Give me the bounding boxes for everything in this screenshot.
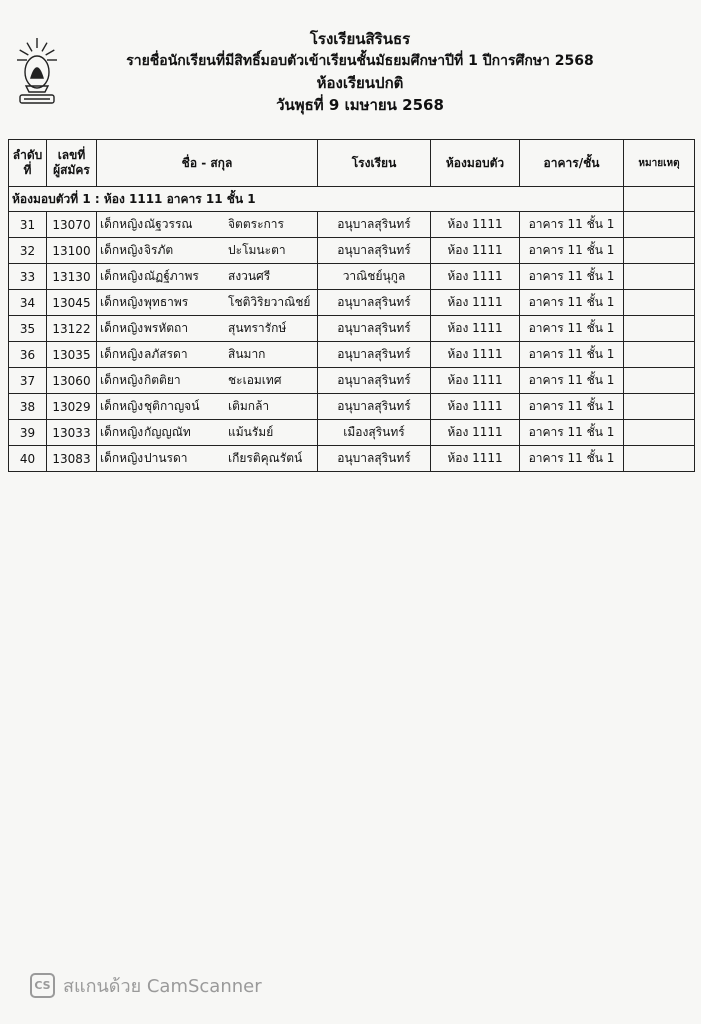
name-prefix: เด็กหญิง bbox=[100, 321, 144, 335]
last-name: ชะเอมเทศ bbox=[228, 373, 282, 387]
name-prefix: เด็กหญิง bbox=[100, 217, 144, 231]
school-crest-icon bbox=[14, 36, 60, 106]
cell-school: อนุบาลสุรินทร์ bbox=[318, 368, 431, 394]
camscanner-icon: CS bbox=[30, 973, 55, 998]
cell-building: อาคาร 11 ชั้น 1 bbox=[520, 420, 624, 446]
table-row bbox=[9, 212, 695, 238]
last-name: ปะโมนะตา bbox=[228, 243, 286, 257]
cell-remark bbox=[624, 394, 695, 420]
table-row bbox=[9, 264, 695, 290]
cell-remark bbox=[624, 316, 695, 342]
cell-room: ห้อง 1111 bbox=[431, 394, 520, 420]
cell-room: ห้อง 1111 bbox=[431, 238, 520, 264]
cell-name bbox=[97, 446, 318, 472]
cell-no: 31 bbox=[9, 212, 47, 238]
cell-building: อาคาร 11 ชั้น 1 bbox=[520, 368, 624, 394]
col-header-school: โรงเรียน bbox=[318, 140, 431, 187]
cell-school: อนุบาลสุรินทร์ bbox=[318, 342, 431, 368]
cell-name bbox=[97, 368, 318, 394]
first-name: ปานรดา bbox=[144, 451, 188, 465]
cell-no: 34 bbox=[9, 290, 47, 316]
cell-no: 37 bbox=[9, 368, 47, 394]
table-row bbox=[9, 420, 695, 446]
first-name: ลภัสรดา bbox=[144, 347, 188, 361]
last-name: สงวนศรี bbox=[228, 269, 271, 283]
cell-name bbox=[97, 238, 318, 264]
cell-no: 40 bbox=[9, 446, 47, 472]
first-name: พรหัตถา bbox=[144, 321, 189, 335]
cell-remark bbox=[624, 446, 695, 472]
cell-no: 36 bbox=[9, 342, 47, 368]
col-header-remark: หมายเหตุ bbox=[624, 140, 695, 187]
cell-school: วาณิชย์นุกูล bbox=[318, 264, 431, 290]
table-row bbox=[9, 394, 695, 420]
cell-remark bbox=[624, 342, 695, 368]
name-prefix: เด็กหญิง bbox=[100, 243, 144, 257]
table-row bbox=[9, 342, 695, 368]
cell-name bbox=[97, 290, 318, 316]
camscanner-text: สแกนด้วย CamScanner bbox=[63, 975, 262, 997]
cell-school: อนุบาลสุรินทร์ bbox=[318, 238, 431, 264]
section-row bbox=[9, 187, 695, 212]
cell-no: 32 bbox=[9, 238, 47, 264]
name-prefix: เด็กหญิง bbox=[100, 399, 144, 413]
col-header-name: ชื่อ - สกุล bbox=[97, 140, 318, 187]
cell-remark bbox=[624, 290, 695, 316]
first-name: กิตติยา bbox=[144, 373, 181, 387]
first-name: พุทธาพร bbox=[144, 295, 189, 309]
table-row bbox=[9, 446, 695, 472]
last-name: เติมกล้า bbox=[228, 399, 270, 413]
cell-applicant-no: 13130 bbox=[47, 264, 97, 290]
cell-name bbox=[97, 316, 318, 342]
cell-building: อาคาร 11 ชั้น 1 bbox=[520, 238, 624, 264]
cell-applicant-no: 13100 bbox=[47, 238, 97, 264]
cell-name bbox=[97, 264, 318, 290]
cell-school: อนุบาลสุรินทร์ bbox=[318, 290, 431, 316]
cell-name bbox=[97, 342, 318, 368]
cell-applicant-no: 13029 bbox=[47, 394, 97, 420]
first-name: ณัฏฐ์ภาพร bbox=[144, 269, 199, 283]
first-name: กัญญณัท bbox=[144, 425, 191, 439]
table-row bbox=[9, 368, 695, 394]
cell-no: 39 bbox=[9, 420, 47, 446]
name-prefix: เด็กหญิง bbox=[100, 269, 144, 283]
cell-applicant-no: 13045 bbox=[47, 290, 97, 316]
last-name: โชติวิริยวาณิชย์ bbox=[228, 295, 311, 309]
cell-school: อนุบาลสุรินทร์ bbox=[318, 394, 431, 420]
last-name: แม้นรัมย์ bbox=[228, 425, 274, 439]
cell-building: อาคาร 11 ชั้น 1 bbox=[520, 342, 624, 368]
section-label: ห้องมอบตัวที่ 1 : ห้อง 1111 อาคาร 11 ชั้น 1 bbox=[9, 187, 624, 212]
date-label: วันพุธที่ 9 เมษายน 2568 bbox=[276, 96, 444, 114]
cell-building: อาคาร 11 ชั้น 1 bbox=[520, 394, 624, 420]
cell-remark bbox=[624, 238, 695, 264]
cell-room: ห้อง 1111 bbox=[431, 368, 520, 394]
cell-remark bbox=[624, 420, 695, 446]
table-row bbox=[9, 316, 695, 342]
cell-applicant-no: 13122 bbox=[47, 316, 97, 342]
name-prefix: เด็กหญิง bbox=[100, 451, 144, 465]
name-prefix: เด็กหญิง bbox=[100, 373, 144, 387]
col-header-room: ห้องมอบตัว bbox=[431, 140, 520, 187]
cell-school: อนุบาลสุรินทร์ bbox=[318, 446, 431, 472]
cell-remark bbox=[624, 368, 695, 394]
col-header-applicant: เลขที่ ผู้สมัคร bbox=[47, 140, 97, 187]
last-name: สุนทรารักษ์ bbox=[228, 321, 287, 335]
cell-building: อาคาร 11 ชั้น 1 bbox=[520, 290, 624, 316]
name-prefix: เด็กหญิง bbox=[100, 425, 144, 439]
first-name: จิรภัต bbox=[144, 243, 174, 257]
cell-no: 33 bbox=[9, 264, 47, 290]
first-name: ชุติกาญจน์ bbox=[144, 399, 200, 413]
document-header bbox=[60, 28, 660, 116]
cell-remark bbox=[624, 212, 695, 238]
cell-room: ห้อง 1111 bbox=[431, 264, 520, 290]
cell-room: ห้อง 1111 bbox=[431, 420, 520, 446]
cell-remark bbox=[624, 264, 695, 290]
cell-no: 35 bbox=[9, 316, 47, 342]
cell-school: เมืองสุรินทร์ bbox=[318, 420, 431, 446]
student-roster-table bbox=[8, 139, 695, 472]
cell-room: ห้อง 1111 bbox=[431, 212, 520, 238]
cell-name bbox=[97, 212, 318, 238]
table-row bbox=[9, 290, 695, 316]
table-row bbox=[9, 238, 695, 264]
cell-room: ห้อง 1111 bbox=[431, 342, 520, 368]
last-name: สินมาก bbox=[228, 347, 266, 361]
document-subtitle: รายชื่อนักเรียนที่มีสิทธิ์มอบตัวเข้าเรียนชั้นมัธยมศึกษาปีที่ 1 ปีการศึกษา 2568 bbox=[126, 53, 594, 69]
cell-building: อาคาร 11 ชั้น 1 bbox=[520, 212, 624, 238]
last-name: เกียรติคุณรัตน์ bbox=[228, 451, 303, 465]
name-prefix: เด็กหญิง bbox=[100, 347, 144, 361]
cell-room: ห้อง 1111 bbox=[431, 446, 520, 472]
section-remark-cell bbox=[624, 187, 695, 212]
cell-applicant-no: 13083 bbox=[47, 446, 97, 472]
col-header-no: ลำดับ ที่ bbox=[9, 140, 47, 187]
cell-applicant-no: 13035 bbox=[47, 342, 97, 368]
cell-name bbox=[97, 394, 318, 420]
cell-room: ห้อง 1111 bbox=[431, 316, 520, 342]
cell-name bbox=[97, 420, 318, 446]
cell-no: 38 bbox=[9, 394, 47, 420]
first-name: ณัฐวรรณ bbox=[144, 217, 193, 231]
program-label: ห้องเรียนปกติ bbox=[316, 74, 404, 92]
cell-building: อาคาร 11 ชั้น 1 bbox=[520, 446, 624, 472]
camscanner-watermark bbox=[30, 972, 262, 998]
col-header-building: อาคาร/ชั้น bbox=[520, 140, 624, 187]
cell-building: อาคาร 11 ชั้น 1 bbox=[520, 264, 624, 290]
last-name: จิตตระการ bbox=[228, 217, 284, 231]
cell-applicant-no: 13060 bbox=[47, 368, 97, 394]
cell-building: อาคาร 11 ชั้น 1 bbox=[520, 316, 624, 342]
cell-applicant-no: 13033 bbox=[47, 420, 97, 446]
table-header-row bbox=[9, 140, 695, 187]
name-prefix: เด็กหญิง bbox=[100, 295, 144, 309]
cell-school: อนุบาลสุรินทร์ bbox=[318, 316, 431, 342]
school-title: โรงเรียนสิรินธร bbox=[309, 30, 411, 48]
cell-room: ห้อง 1111 bbox=[431, 290, 520, 316]
cell-applicant-no: 13070 bbox=[47, 212, 97, 238]
cell-school: อนุบาลสุรินทร์ bbox=[318, 212, 431, 238]
